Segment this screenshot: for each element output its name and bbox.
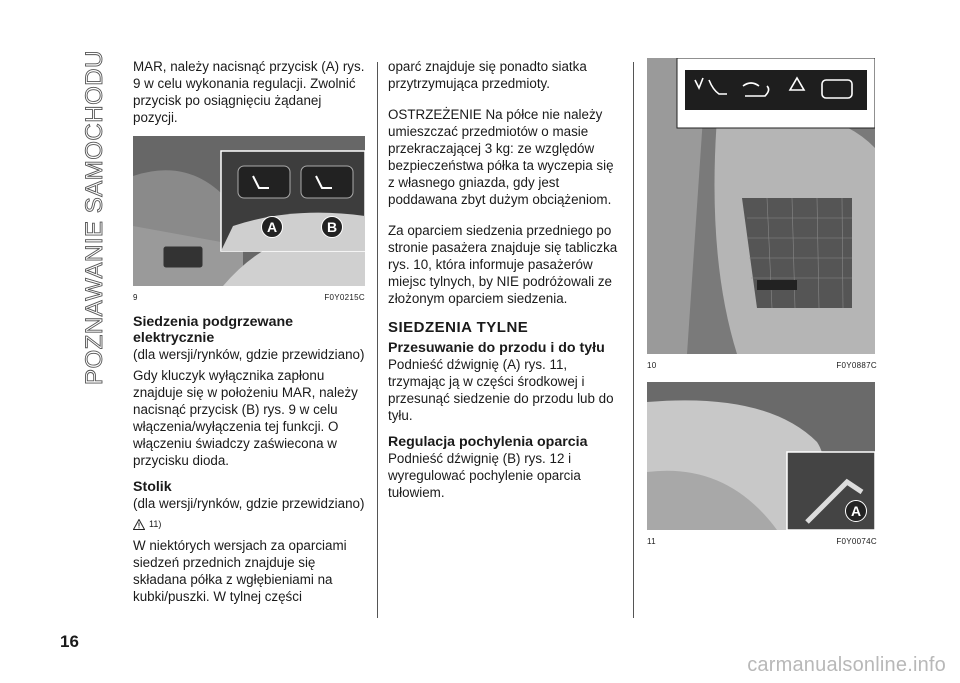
move-seat-text: Podnieść dźwignię (A) rys. 11, trzymając ją w części środkowej i przesunąć siedzenie do przodu lub do tyłu. xyxy=(388,357,614,423)
label-b: B xyxy=(321,216,343,238)
label-a: A xyxy=(261,216,283,238)
recline-text: Podnieść dźwignię (B) rys. 12 i wyregulować pochylenie oparcia tułowiem. xyxy=(388,451,581,500)
page-number: 16 xyxy=(60,632,79,651)
column-1 xyxy=(133,58,365,615)
heading-recline: Regulacja pochylenia oparcia xyxy=(388,434,588,450)
column-2 xyxy=(388,58,618,511)
figure-10-seatback-label xyxy=(647,58,875,354)
label-info-paragraph: Za oparciem siedzenia przedniego po stronie pasażera znajduje się tabliczka rys. 10, która informuje pasażerów miejsc tylnych, by NIE podróżowali ze złożonym oparciem siedzenia. xyxy=(388,223,618,306)
figure-9-seat-buttons xyxy=(133,136,365,286)
table-text: W niektórych wersjach za oparciami siedzeń przednich znajduje się składana półka z wgłębieniami na kubki/puszki. W tylnej części xyxy=(133,538,347,604)
chapter-side-title xyxy=(74,30,114,390)
warning-reference xyxy=(133,516,161,533)
column-divider-2 xyxy=(633,62,634,618)
chapter-title-text: POZNAWANIE SAMOCHODU xyxy=(81,50,108,385)
continued-paragraph: oparć znajduje się ponadto siatka przytrzymująca przedmioty. xyxy=(388,59,587,91)
heated-seats-text: Gdy kluczyk wyłącznika zapłonu znajduje się w położeniu MAR, należy nacisnąć przycisk (B) rys. 9 w celu włączenia/wyłączenia tej funkcji. O włączeniu świadczy zaświecona w przycisku dioda. xyxy=(133,368,358,468)
figure-11-caption xyxy=(647,533,877,550)
heated-variant-note: (dla wersji/rynków, gdzie przewidziano) xyxy=(133,347,365,362)
warning-paragraph: OSTRZEŻENIE Na półce nie należy umieszczać przedmiotów o masie przekraczającej 3 kg: ze względów bezpieczeństwa półka ta wyczepia się z własnego gniazda, gdy jest poddawana zbyt dużym obciążeniom. xyxy=(388,107,614,207)
seat-buttons-illustration xyxy=(133,136,365,286)
figure-11-seat-lever xyxy=(647,382,875,530)
figure-9-caption xyxy=(133,289,365,306)
figure-number: 10 xyxy=(647,361,657,370)
label-a: A xyxy=(845,500,867,522)
figure-code: F0Y0215C xyxy=(324,293,365,302)
heading-move-seat: Przesuwanie do przodu i do tyłu xyxy=(388,340,605,356)
column-divider-1 xyxy=(377,62,378,618)
watermark: carmanualsonline.info xyxy=(747,654,946,676)
seatback-label-illustration xyxy=(647,58,875,354)
heading-rear-seats: SIEDZENIA TYLNE xyxy=(388,319,529,336)
heading-heated-seats: Siedzenia podgrzewane elektrycznie xyxy=(133,314,294,346)
figure-number: 11 xyxy=(647,537,656,546)
warning-ref-number: 11) xyxy=(149,519,162,529)
intro-paragraph: MAR, należy nacisnąć przycisk (A) rys. 9 w celu wykonania regulacji. Zwolnić przycisk po osiągnięciu żądanej pozycji. xyxy=(133,59,365,125)
seat-lever-illustration xyxy=(647,382,875,530)
column-3 xyxy=(647,58,877,558)
table-variant-note: (dla wersji/rynków, gdzie przewidziano) xyxy=(133,496,365,511)
warning-triangle-icon xyxy=(133,519,145,530)
figure-code: F0Y0074C xyxy=(836,537,877,546)
figure-number: 9 xyxy=(133,293,138,302)
heading-table: Stolik xyxy=(133,479,172,495)
figure-code: F0Y0887C xyxy=(836,361,877,370)
figure-10-caption xyxy=(647,357,877,374)
